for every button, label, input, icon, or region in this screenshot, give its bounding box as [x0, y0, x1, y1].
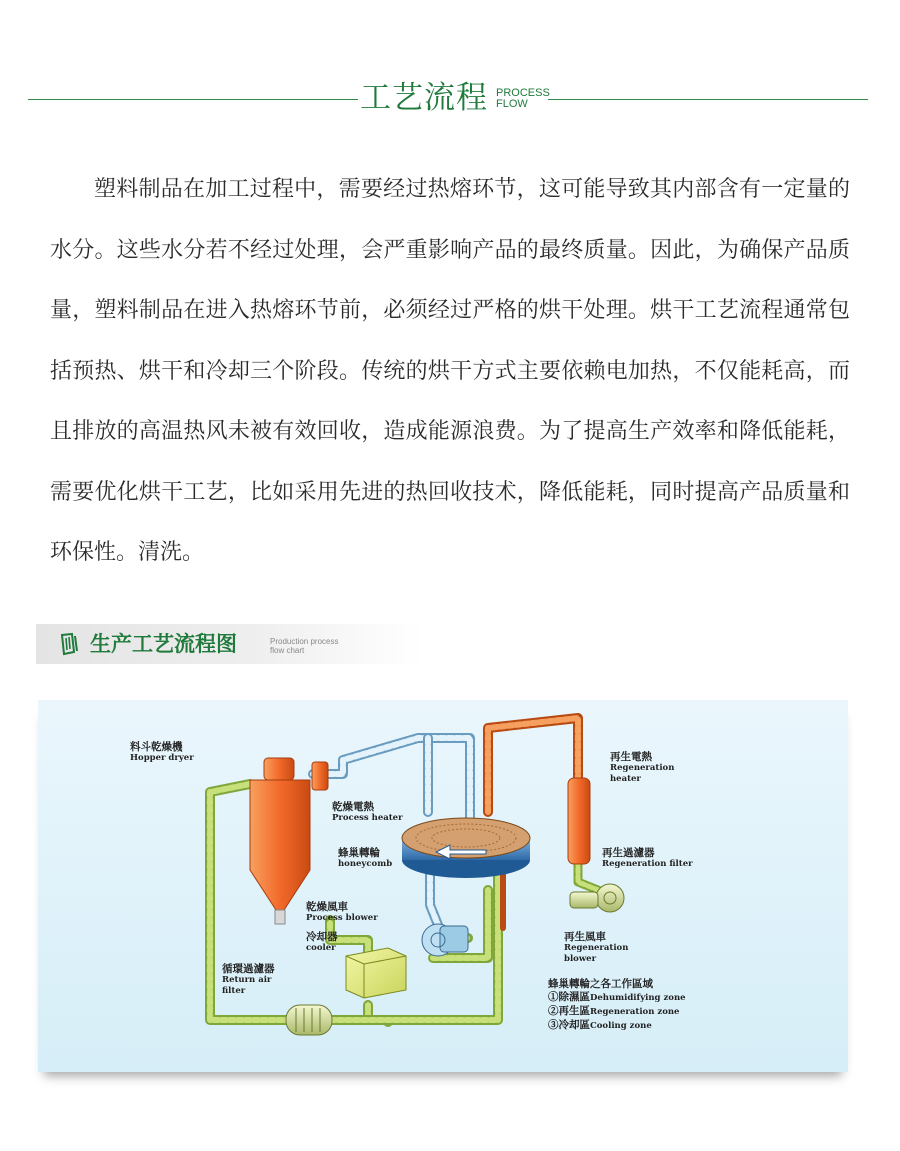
header-rule-right	[548, 99, 868, 100]
page-subtitle	[496, 88, 550, 110]
label-regen-filter-en: Regeneration filter	[602, 859, 693, 869]
label-zone-2	[548, 1005, 686, 1019]
label-regen-heater-cn: 再生電熱	[610, 751, 652, 763]
label-regen-heater-en1: Regeneration	[610, 763, 675, 773]
label-return-filter-en2: filter	[222, 986, 246, 996]
label-regen-blower-cn: 再生風車	[564, 931, 606, 943]
honeycomb-wheel	[402, 818, 530, 878]
label-honeycomb-en: honeycomb	[338, 859, 393, 869]
label-zone2-cn: ②再生區	[548, 1005, 590, 1017]
label-regen-heater-en2: heater	[610, 774, 641, 784]
label-honeycomb-cn: 蜂巢轉輪	[338, 847, 380, 859]
label-regeneration-heater	[610, 752, 674, 785]
label-regen-blower-en2: blower	[564, 954, 597, 964]
label-return-air-filter	[222, 964, 275, 997]
intro-paragraph: 塑料制品在加工过程中，需要经过热熔环节，这可能导致其内部含有一定量的水分。这些水分若不经过处理，会严重影响产品的最终质量。因此，为确保产品质量，塑料制品在进入热熔环节前，必须经过严格的烘干处理。烘干工艺流程通常包括预热、烘干和冷却三个阶段。传统的烘干方式主要依赖电加热，不仅能耗高，而且排放的高温热风未被有效回收，造成能源浪费。为了提高生产效率和降低能耗，需要优化烘干工艺，比如采用先进的热回收技术，降低能耗，同时提高产品质量和环保性。清洗。	[50, 177, 850, 565]
label-zones-title: 蜂巢轉輪之各工作區域	[548, 978, 653, 990]
label-process-blower	[306, 902, 378, 924]
label-hopper-cn: 料斗乾燥機	[130, 741, 183, 753]
label-zone3-en: Cooling zone	[590, 1021, 652, 1031]
process-flow-diagram	[38, 700, 848, 1072]
label-zone1-en: Dehumidifying zone	[590, 993, 686, 1003]
section-subtitle-line2: flow chart	[270, 646, 305, 655]
label-regen-blower-en1: Regeneration	[564, 943, 629, 953]
return-air-filter	[286, 1005, 332, 1035]
page-title: 工艺流程	[360, 80, 488, 116]
label-hopper-dryer	[130, 742, 194, 764]
label-cooler-cn: 冷却器	[306, 931, 338, 943]
label-zone-1	[548, 991, 686, 1005]
section-subtitle-line1: Production process	[270, 637, 339, 646]
label-process-blower-cn: 乾燥風車	[306, 901, 348, 913]
process-blower	[422, 924, 468, 956]
label-process-heater-en: Process heater	[332, 813, 403, 823]
document-icon	[58, 632, 80, 656]
cooler	[346, 948, 406, 998]
label-regen-filter-cn: 再生過濾器	[602, 847, 655, 859]
regeneration-heater	[568, 778, 590, 864]
header-rule-left	[28, 99, 358, 100]
label-zone1-cn: ①除濕區	[548, 991, 590, 1003]
label-cooler-en: cooler	[306, 943, 336, 953]
section-title: 生产工艺流程图	[90, 632, 237, 656]
page-subtitle-line1: PROCESS	[496, 87, 550, 99]
label-cooler	[306, 932, 338, 954]
section-banner	[36, 624, 422, 664]
label-return-filter-en1: Return air	[222, 975, 272, 985]
label-regeneration-filter	[602, 848, 693, 870]
label-honeycomb	[338, 848, 392, 870]
label-process-blower-en: Process blower	[306, 913, 378, 923]
label-return-filter-cn: 循環過濾器	[222, 963, 275, 975]
label-regeneration-blower	[564, 932, 628, 965]
label-process-heater-cn: 乾燥電熱	[332, 801, 374, 813]
label-zone2-en: Regeneration zone	[590, 1007, 680, 1017]
section-subtitle	[270, 637, 338, 655]
label-process-heater	[332, 802, 403, 824]
hopper-dryer	[250, 758, 328, 924]
page-subtitle-line2: FLOW	[496, 98, 528, 110]
label-wheel-zones	[548, 978, 686, 1033]
label-zone3-cn: ③冷却區	[548, 1019, 590, 1031]
label-zone-3	[548, 1019, 686, 1033]
label-hopper-en: Hopper dryer	[130, 753, 194, 763]
